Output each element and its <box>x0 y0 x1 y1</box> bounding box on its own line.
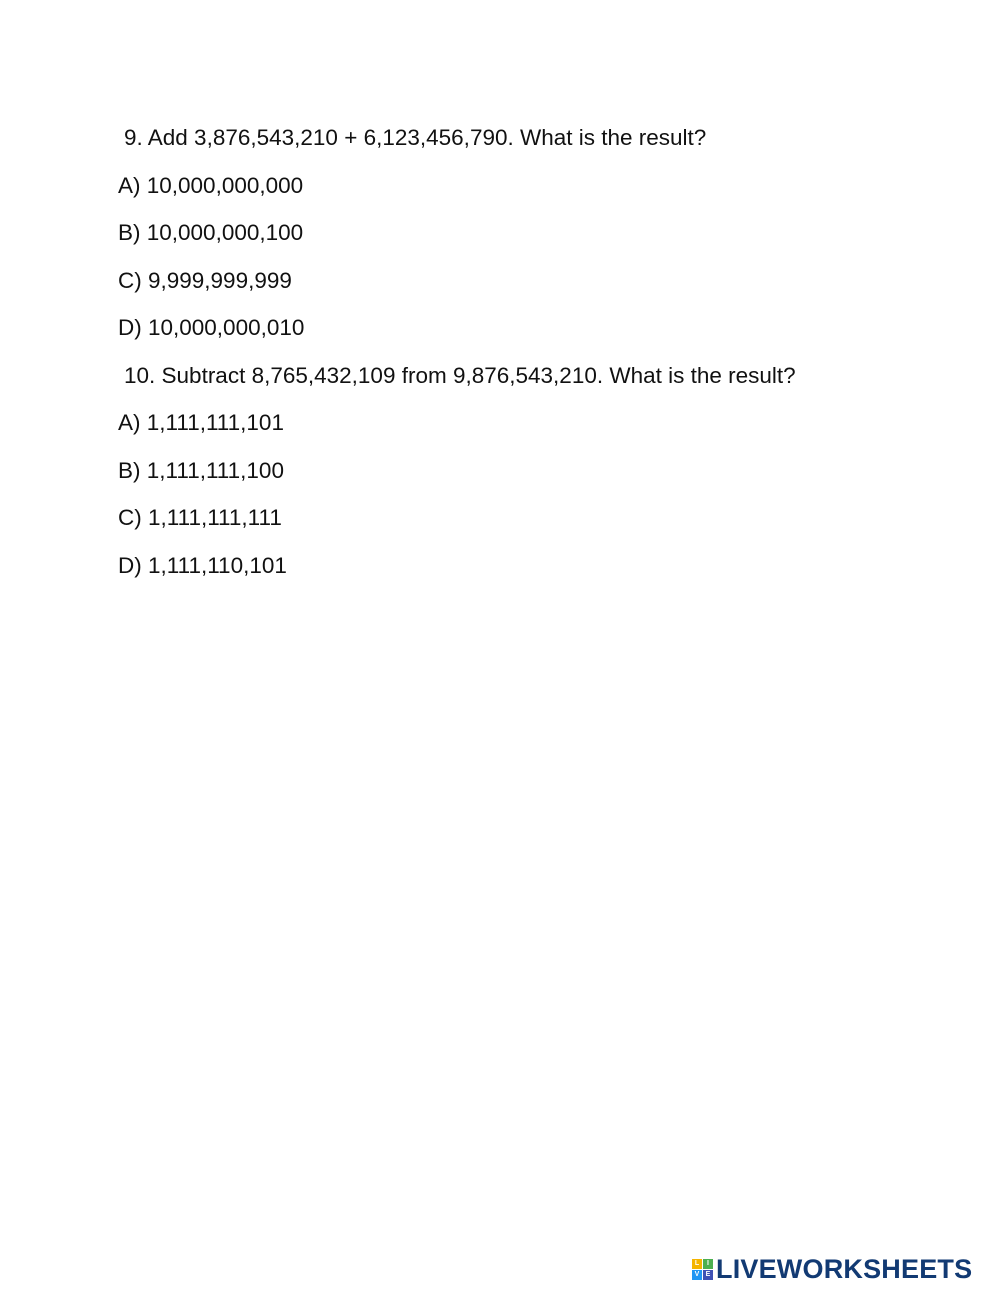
question-9-option-a: A) 10,000,000,000 <box>118 172 304 198</box>
logo-mark-letter: L <box>692 1259 702 1269</box>
question-10-option-c: C) 1,111,111,111 <box>118 505 282 530</box>
logo-mark-icon <box>692 1259 713 1280</box>
question-9-option-d: D) 10,000,000,010 <box>118 315 305 340</box>
question-9-option-b: B) 10,000,000,100 <box>118 220 304 245</box>
logo-mark-letter: I <box>703 1259 713 1269</box>
question-9-option-c: C) 9,999,999,999 <box>118 267 292 293</box>
logo-text: LIVEWORKSHEETS <box>716 1253 973 1284</box>
question-9: 9. Add 3,876,543,210 + 6,123,456,790. What is the result? <box>124 125 707 150</box>
question-10-option-a: A) 1,111,111,101 <box>118 410 284 435</box>
question-10-option-d: D) 1,111,110,101 <box>118 552 287 578</box>
logo-mark-letter: E <box>703 1270 713 1280</box>
liveworksheets-logo <box>692 1254 972 1284</box>
worksheet <box>118 114 938 589</box>
question-10-option-b: B) 1,111,111,100 <box>118 457 284 483</box>
question-10: 10. Subtract 8,765,432,109 from 9,876,543,210. What is the result? <box>124 362 796 388</box>
logo-mark-letter: V <box>692 1270 702 1280</box>
